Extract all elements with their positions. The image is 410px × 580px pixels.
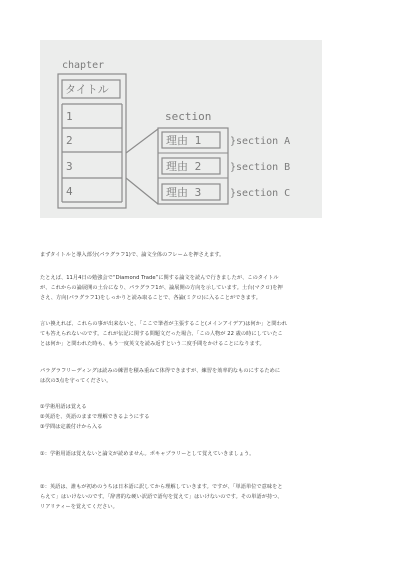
reason-2: 理由 2 — [166, 160, 202, 173]
row-number-2: 2 — [66, 134, 73, 147]
paragraph-restatement-line-1: 言い換えれば、これらの事が出来ないと、「ここで筆者が主張すること(メインアイデア)は何か」と問われ — [40, 321, 288, 327]
diagram-drawing — [40, 40, 322, 218]
paragraph-method-line-2: は次の3点を守ってください。 — [40, 378, 112, 384]
connector-bottom — [126, 178, 158, 204]
section-label: section — [165, 110, 212, 123]
paragraph-rule-1-line: ①：学術用語は覚えないと論文が読めません。ボキャブラリーとして覚えていきましょう。 — [40, 451, 255, 457]
paragraph-rule-2-line-3: リアリティーを覚えてください。 — [40, 504, 118, 510]
paragraph-example — [40, 273, 380, 303]
row-number-1: 1 — [66, 110, 73, 123]
paragraph-intro — [40, 250, 380, 260]
rules-list — [40, 402, 380, 432]
section-tag-b: }section B — [230, 162, 291, 173]
title-box-label: タイトル — [65, 83, 109, 96]
handwritten-diagram-photo — [40, 40, 322, 218]
rule-3: ③学問は定義付けから入る — [40, 424, 103, 430]
paragraph-restatement-line-2: ても答えられないのです。これが伝記に関する問題文だった場合、「この人物が 22 歳の時にしていたこ — [40, 331, 283, 337]
rule-2: ②英語を、英語のままで理解できるようにする — [40, 414, 150, 420]
reason-1: 理由 1 — [166, 134, 202, 147]
connector-top — [126, 129, 158, 153]
reason-3: 理由 3 — [166, 186, 202, 199]
paragraph-example-line-2: が、これからの論展開の土台になり、パラグラフ1が、論展開の方向を示しています。土台(マクロ)を押 — [40, 285, 283, 291]
chapter-label: chapter — [62, 60, 105, 71]
paragraph-example-line-3: さえ、方向(パラグラフ1)をしっかりと読み取ることで、各論(ミクロ)に入ることができます。 — [40, 295, 261, 301]
paragraph-restatement-line-3: とは何か」と問われた時も、もう一度英文を読み返すという二度手間をかけることになります。 — [40, 341, 265, 347]
paragraph-intro-line: まずタイトルと導入部分(パラグラフ1)で、論文全体のフレームを押さえます。 — [40, 252, 225, 258]
paragraph-rule-2 — [40, 482, 380, 512]
row-number-3: 3 — [66, 160, 73, 173]
rule-1: ①学術用語は覚える — [40, 404, 87, 410]
row-number-4: 4 — [66, 185, 73, 198]
paragraph-method — [40, 366, 380, 386]
paragraph-restatement — [40, 319, 380, 349]
paragraph-method-line-1: パラグラフリーディングは読みの練習を積み重ねて体得できますが、練習を効率的なものにするために — [40, 368, 281, 374]
paragraph-rule-2-line-1: ②：英語は、誰もが初めのうちは日本語に訳してから理解していきます。ですが、「単語単位で意味をと — [40, 484, 283, 490]
paragraph-example-line-1: たとえば、11月4日の勉強会で“Diamond Trade”に関する論文を読んで行きましたが、このタイトル — [40, 275, 279, 281]
section-tag-a: }section A — [230, 136, 291, 147]
paragraph-rule-1 — [40, 449, 380, 459]
paragraph-rule-2-line-2: らえて」はいけないのです。「辞書的な硬い訳語で語句を覚えて」はいけないのです。その単語が持つ、 — [40, 494, 283, 500]
section-tag-c: }section C — [230, 188, 291, 199]
